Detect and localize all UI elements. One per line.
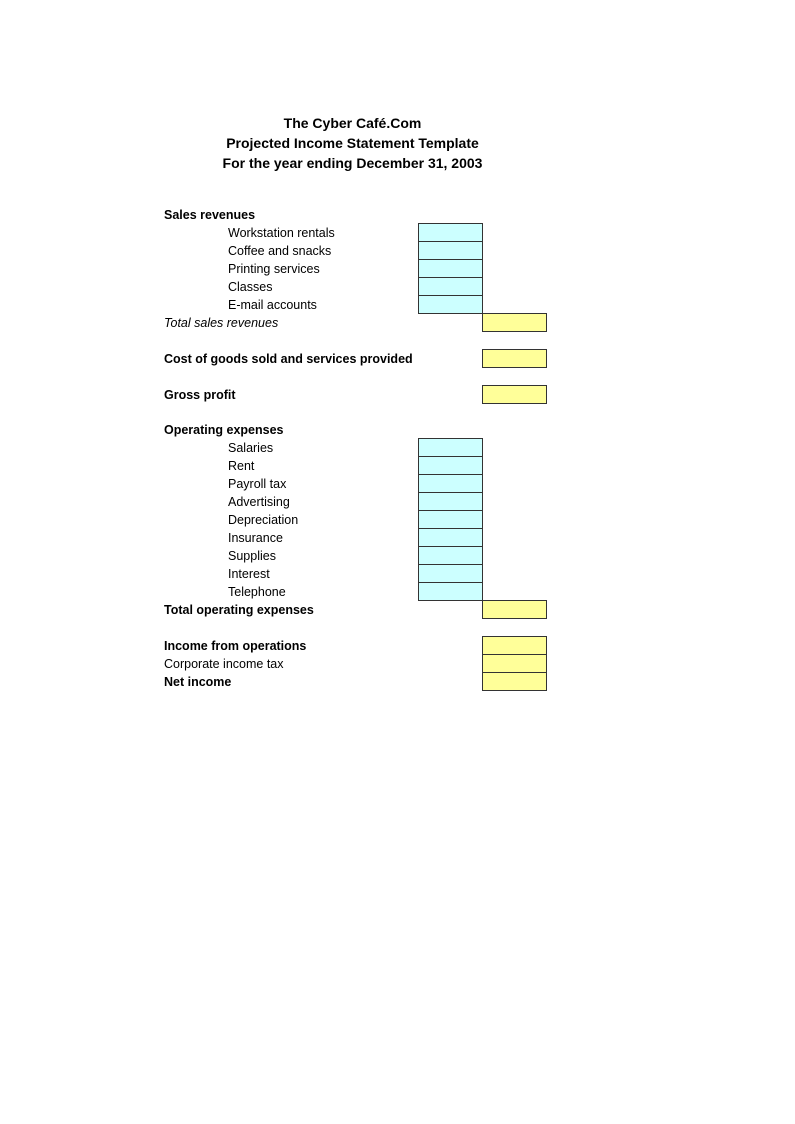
expense-item-label: Supplies bbox=[228, 549, 276, 563]
expense-item-label: Rent bbox=[228, 459, 255, 473]
classes-input[interactable] bbox=[418, 277, 483, 296]
sales-item-label: Workstation rentals bbox=[228, 226, 335, 240]
expense-item-label: Depreciation bbox=[228, 513, 299, 527]
total-operating-expenses-cell[interactable] bbox=[482, 600, 547, 619]
income-from-operations-cell[interactable] bbox=[482, 636, 547, 655]
cogs-label: Cost of goods sold and services provided bbox=[164, 352, 413, 366]
supplies-input[interactable] bbox=[418, 546, 483, 565]
sales-item-label: Coffee and snacks bbox=[228, 244, 332, 258]
interest-input[interactable] bbox=[418, 564, 483, 583]
sales-item-label: Printing services bbox=[228, 262, 320, 276]
printing-services-input[interactable] bbox=[418, 259, 483, 278]
expense-item-label: Interest bbox=[228, 567, 270, 581]
expense-item-label: Salaries bbox=[228, 441, 274, 455]
company-name: The Cyber Café.Com bbox=[283, 115, 422, 131]
sales-revenues-heading: Sales revenues bbox=[164, 208, 256, 222]
insurance-input[interactable] bbox=[418, 528, 483, 547]
net-income-cell[interactable] bbox=[482, 672, 547, 691]
statement-title: Projected Income Statement Template bbox=[226, 135, 479, 151]
coffee-and-snacks-input[interactable] bbox=[418, 241, 483, 260]
expense-item-label: Telephone bbox=[228, 585, 286, 599]
advertising-input[interactable] bbox=[418, 492, 483, 511]
total-sales-revenues-cell[interactable] bbox=[482, 313, 547, 332]
total-operating-expenses-label: Total operating expenses bbox=[164, 603, 314, 617]
depreciation-input[interactable] bbox=[418, 510, 483, 529]
corporate-income-tax-cell[interactable] bbox=[482, 654, 547, 673]
cogs-cell[interactable] bbox=[482, 349, 547, 368]
email-accounts-input[interactable] bbox=[418, 295, 483, 314]
sales-item-label: E-mail accounts bbox=[228, 298, 317, 312]
sales-item-label: Classes bbox=[228, 280, 273, 294]
expense-item-label: Advertising bbox=[228, 495, 290, 509]
total-sales-revenues-label: Total sales revenues bbox=[164, 316, 279, 330]
salaries-input[interactable] bbox=[418, 438, 483, 457]
expense-item-label: Payroll tax bbox=[228, 477, 287, 491]
gross-profit-cell[interactable] bbox=[482, 385, 547, 404]
rent-input[interactable] bbox=[418, 456, 483, 475]
payroll-tax-input[interactable] bbox=[418, 474, 483, 493]
expense-item-label: Insurance bbox=[228, 531, 283, 545]
telephone-input[interactable] bbox=[418, 582, 483, 601]
net-income-label: Net income bbox=[164, 675, 232, 689]
operating-expenses-heading: Operating expenses bbox=[164, 423, 284, 437]
income-from-operations-label: Income from operations bbox=[164, 639, 307, 653]
gross-profit-label: Gross profit bbox=[164, 388, 236, 402]
statement-period: For the year ending December 31, 2003 bbox=[222, 155, 483, 171]
workstation-rentals-input[interactable] bbox=[418, 223, 483, 242]
corporate-income-tax-label: Corporate income tax bbox=[164, 657, 284, 671]
